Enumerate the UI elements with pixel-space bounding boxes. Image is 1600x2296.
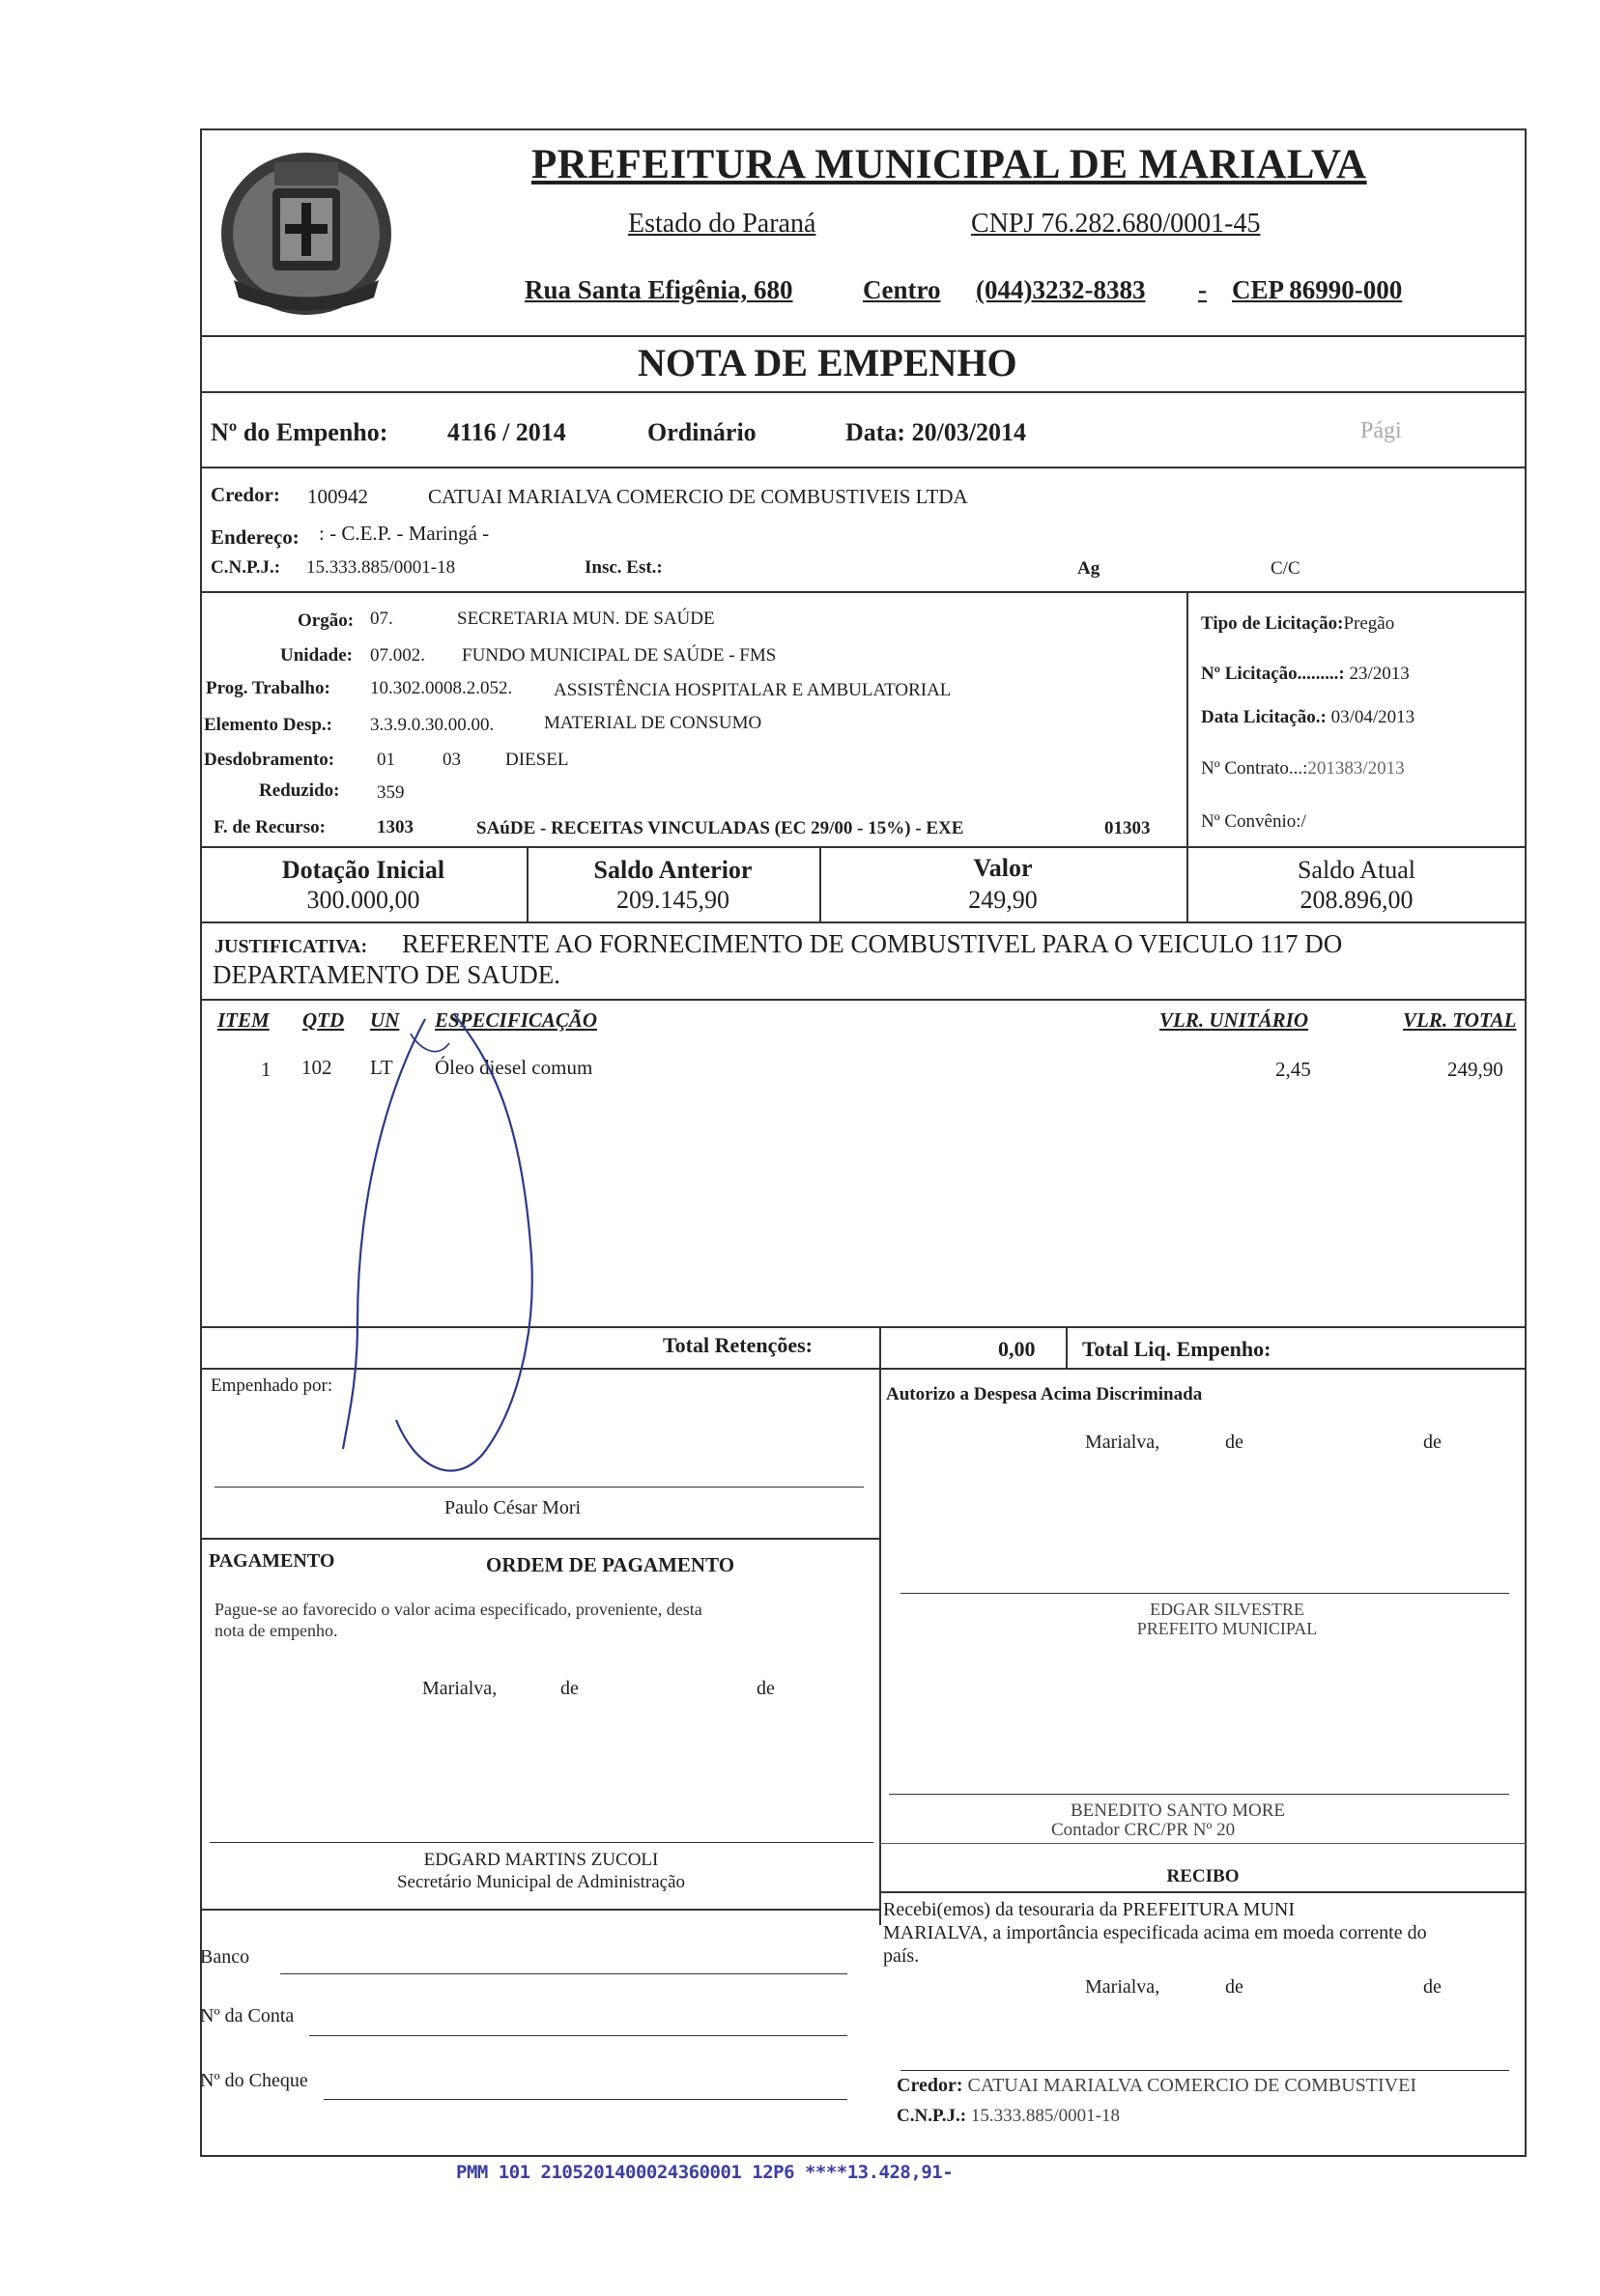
unidade-label: Unidade: <box>280 645 353 666</box>
bank-stamp: PMM 101 2105201400024360001 12P6 ****13.428,91- <box>456 2162 954 2183</box>
mayor-name: EDGAR SILVESTRE <box>1150 1600 1304 1619</box>
secretary-title: Secretário Municipal de Administração <box>396 1872 686 1892</box>
pagamento-place: Marialva, <box>422 1678 498 1699</box>
unidade-code: 07.002. <box>370 645 425 666</box>
item-qtd: 102 <box>301 1056 332 1079</box>
signature-line <box>214 1487 864 1488</box>
cheque-label: Nº do Cheque <box>200 2070 308 2091</box>
elemento-desp-code: 3.3.9.0.30.00.00. <box>370 715 495 735</box>
signature-line <box>889 1794 1509 1795</box>
contrato-label: Nº Contrato...: <box>1201 758 1308 779</box>
orgao-name: SECRETARIA MUN. DE SAÚDE <box>457 609 715 629</box>
desdobramento-name: DIESEL <box>505 750 569 770</box>
tipo-licitacao-label: Tipo de Licitação: <box>1201 613 1344 634</box>
endereco-value: : - C.E.P. - Maringá - <box>319 522 490 545</box>
insc-est-label: Insc. Est.: <box>585 557 663 578</box>
contador-title: Contador CRC/PR Nº 20 <box>1051 1820 1236 1840</box>
prog-trabalho-code: 10.302.0008.2.052. <box>370 678 513 698</box>
desdobramento-code-b: 03 <box>443 750 461 770</box>
orgao-code: 07. <box>370 609 393 629</box>
num-licitacao: 23/2013 <box>1349 664 1410 684</box>
autorizo-place: Marialva, <box>1085 1431 1160 1453</box>
recibo-cnpj: 15.333.885/0001-18 <box>970 2106 1120 2126</box>
recibo-line-3: país. <box>883 1945 920 1967</box>
item-un: LT <box>370 1056 393 1079</box>
credor-code: 100942 <box>307 485 368 508</box>
convenio-label: Nº Convênio: <box>1201 811 1301 832</box>
divider <box>200 921 1527 923</box>
col-vlr-unitario: VLR. UNITÁRIO <box>1159 1008 1309 1032</box>
autorizo-label: Autorizo a Despesa Acima Discriminada <box>886 1384 1203 1404</box>
cheque-field <box>324 2099 847 2100</box>
page-indicator: Pági <box>1360 418 1402 443</box>
ordem-pagamento-title: ORDEM DE PAGAMENTO <box>486 1553 735 1576</box>
recibo-line-2: MARIALVA, a importância especificada acima em moeda corrente do <box>883 1922 1427 1943</box>
prog-trabalho-label: Prog. Trabalho: <box>206 678 330 698</box>
saldo-atual-value: 208.896,00 <box>1300 886 1414 914</box>
signature-line <box>900 1593 1509 1594</box>
header-address: Rua Santa Efigênia, 680 <box>525 275 793 304</box>
divider <box>200 1326 1527 1328</box>
divider <box>1186 591 1188 848</box>
empenhado-por-label: Empenhado por: <box>211 1375 333 1396</box>
num-licitacao-label: Nº Licitação.........: <box>1201 664 1345 684</box>
col-un: UN <box>370 1008 400 1032</box>
divider <box>200 591 1527 593</box>
col-qtd: QTD <box>302 1008 345 1032</box>
credor-cnpj-label: C.N.P.J.: <box>211 557 281 578</box>
divider <box>200 1538 879 1540</box>
recibo-de-1: de <box>1225 1976 1243 1998</box>
credor-name: CATUAI MARIALVA COMERCIO DE COMBUSTIVEIS LTDA <box>428 485 968 508</box>
signature-line <box>900 2070 1509 2071</box>
empenho-type: Ordinário <box>647 418 757 446</box>
empenho-number: 4116 / 2014 <box>447 418 566 446</box>
tipo-licitacao: Pregão <box>1343 613 1395 634</box>
recibo-title: RECIBO <box>1166 1866 1240 1886</box>
desdobramento-code-a: 01 <box>377 750 395 770</box>
fonte-recurso-name: SAúDE - RECEITAS VINCULADAS (EC 29/00 - 15%) - EXE <box>476 818 964 838</box>
credor-cnpj: 15.333.885/0001-18 <box>306 557 456 578</box>
divider <box>200 467 1527 468</box>
state-name: Estado do Paraná <box>628 209 816 239</box>
header-cnpj: CNPJ 76.282.680/0001-45 <box>971 209 1261 239</box>
empenhado-signer: Paulo César Mori <box>444 1497 582 1518</box>
pagamento-de-1: de <box>560 1678 579 1699</box>
recibo-line-1: Recebi(emos) da tesouraria da PREFEITURA MUNI <box>883 1899 1296 1920</box>
orgao-label: Orgão: <box>298 610 355 631</box>
unidade-name: FUNDO MUNICIPAL DE SAÚDE - FMS <box>462 645 777 666</box>
col-especificacao: ESPECIFICAÇÃO <box>435 1008 598 1032</box>
header-phone: (044)3232-8383 <box>976 275 1146 304</box>
total-liq-empenho-label: Total Liq. Empenho: <box>1082 1337 1271 1361</box>
pagamento-text-1: Pague-se ao favorecido o valor acima especificado, proveniente, desta <box>214 1600 702 1619</box>
fonte-recurso-code: 1303 <box>377 817 414 837</box>
fonte-recurso-code2: 01303 <box>1104 818 1151 838</box>
contador-name: BENEDITO SANTO MORE <box>1071 1800 1286 1821</box>
conta-label: Nº da Conta <box>200 2005 295 2027</box>
banco-field <box>280 1973 847 1974</box>
justificativa-label: JUSTIFICATIVA: <box>214 936 368 957</box>
recibo-credor-label: Credor: <box>897 2075 963 2096</box>
reduzido-code: 359 <box>377 782 405 803</box>
dotacao-inicial-value: 300.000,00 <box>306 886 420 914</box>
divider <box>1066 1326 1068 1369</box>
mayor-title: PREFEITO MUNICIPAL <box>1136 1619 1318 1638</box>
data-licitacao-label: Data Licitação.: <box>1201 707 1327 727</box>
signature-line <box>210 1842 873 1843</box>
empenho-date: Data: 20/03/2014 <box>845 418 1027 446</box>
desdobramento-label: Desdobramento: <box>204 750 335 770</box>
item-vlr-total: 249,90 <box>1447 1058 1503 1081</box>
divider <box>879 1326 881 1925</box>
header-district: Centro <box>863 275 941 304</box>
divider <box>879 1891 1527 1893</box>
justificativa-line2: DEPARTAMENTO DE SAUDE. <box>213 960 560 989</box>
conta-field <box>309 2035 847 2036</box>
dotacao-inicial-label: Dotação Inicial <box>281 856 445 884</box>
secretary-name: EDGARD MARTINS ZUCOLI <box>423 1850 659 1870</box>
saldo-atual-label: Saldo Atual <box>1297 856 1416 884</box>
item-number: 1 <box>261 1058 271 1081</box>
elemento-desp-label: Elemento Desp.: <box>204 715 332 735</box>
autorizo-de-1: de <box>1225 1431 1243 1453</box>
saldo-anterior-value: 209.145,90 <box>616 886 729 914</box>
banco-label: Banco <box>200 1946 250 1968</box>
pagamento-de-2: de <box>757 1678 775 1699</box>
credor-label: Credor: <box>211 483 280 506</box>
contrato-number: 201383/2013 <box>1307 758 1405 779</box>
valor-label: Valor <box>973 854 1033 882</box>
recibo-credor: CATUAI MARIALVA COMERCIO DE COMBUSTIVEI <box>967 2075 1416 2096</box>
recibo-de-2: de <box>1423 1976 1442 1998</box>
saldo-anterior-label: Saldo Anterior <box>593 856 753 884</box>
justificativa-line1: REFERENTE AO FORNECIMENTO DE COMBUSTIVEL PARA O VEICULO 117 DO <box>402 929 1343 958</box>
pagamento-label: PAGAMENTO <box>209 1550 335 1572</box>
header-separator: - <box>1198 275 1207 304</box>
empenho-number-label: Nº do Empenho: <box>211 418 388 446</box>
item-vlr-unitario: 2,45 <box>1275 1058 1311 1081</box>
divider <box>200 999 1527 1001</box>
item-especificacao: Óleo diesel comum <box>435 1056 593 1079</box>
agencia-label: Ag <box>1077 558 1100 579</box>
autorizo-de-2: de <box>1423 1431 1442 1453</box>
pagamento-text-2: nota de empenho. <box>214 1621 338 1640</box>
divider <box>200 1368 1527 1370</box>
recibo-cnpj-label: C.N.P.J.: <box>897 2106 967 2126</box>
reduzido-label: Reduzido: <box>259 780 340 801</box>
divider <box>200 391 1527 393</box>
prog-trabalho-name: ASSISTÊNCIA HOSPITALAR E AMBULATORIAL <box>554 680 952 700</box>
page-title: PREFEITURA MUNICIPAL DE MARIALVA <box>531 142 1367 187</box>
divider <box>200 1909 879 1911</box>
col-item: ITEM <box>217 1008 270 1032</box>
data-licitacao: 03/04/2013 <box>1330 707 1415 727</box>
divider <box>879 1843 1527 1844</box>
header-cep: CEP 86990-000 <box>1232 275 1403 304</box>
total-retencoes-value: 0,00 <box>998 1337 1036 1361</box>
fonte-recurso-label: F. de Recurso: <box>214 817 326 837</box>
conta-corrente-label: C/C <box>1271 558 1300 579</box>
recibo-place: Marialva, <box>1085 1976 1160 1998</box>
divider <box>200 846 1527 848</box>
elemento-desp-name: MATERIAL DE CONSUMO <box>544 713 762 733</box>
divider <box>200 335 1527 337</box>
col-vlr-total: VLR. TOTAL <box>1403 1008 1517 1032</box>
valor-value: 249,90 <box>968 886 1038 914</box>
endereco-label: Endereço: <box>211 525 300 549</box>
document-title: NOTA DE EMPENHO <box>638 341 1017 384</box>
total-retencoes-label: Total Retenções: <box>663 1333 813 1357</box>
convenio-number: / <box>1300 811 1306 832</box>
